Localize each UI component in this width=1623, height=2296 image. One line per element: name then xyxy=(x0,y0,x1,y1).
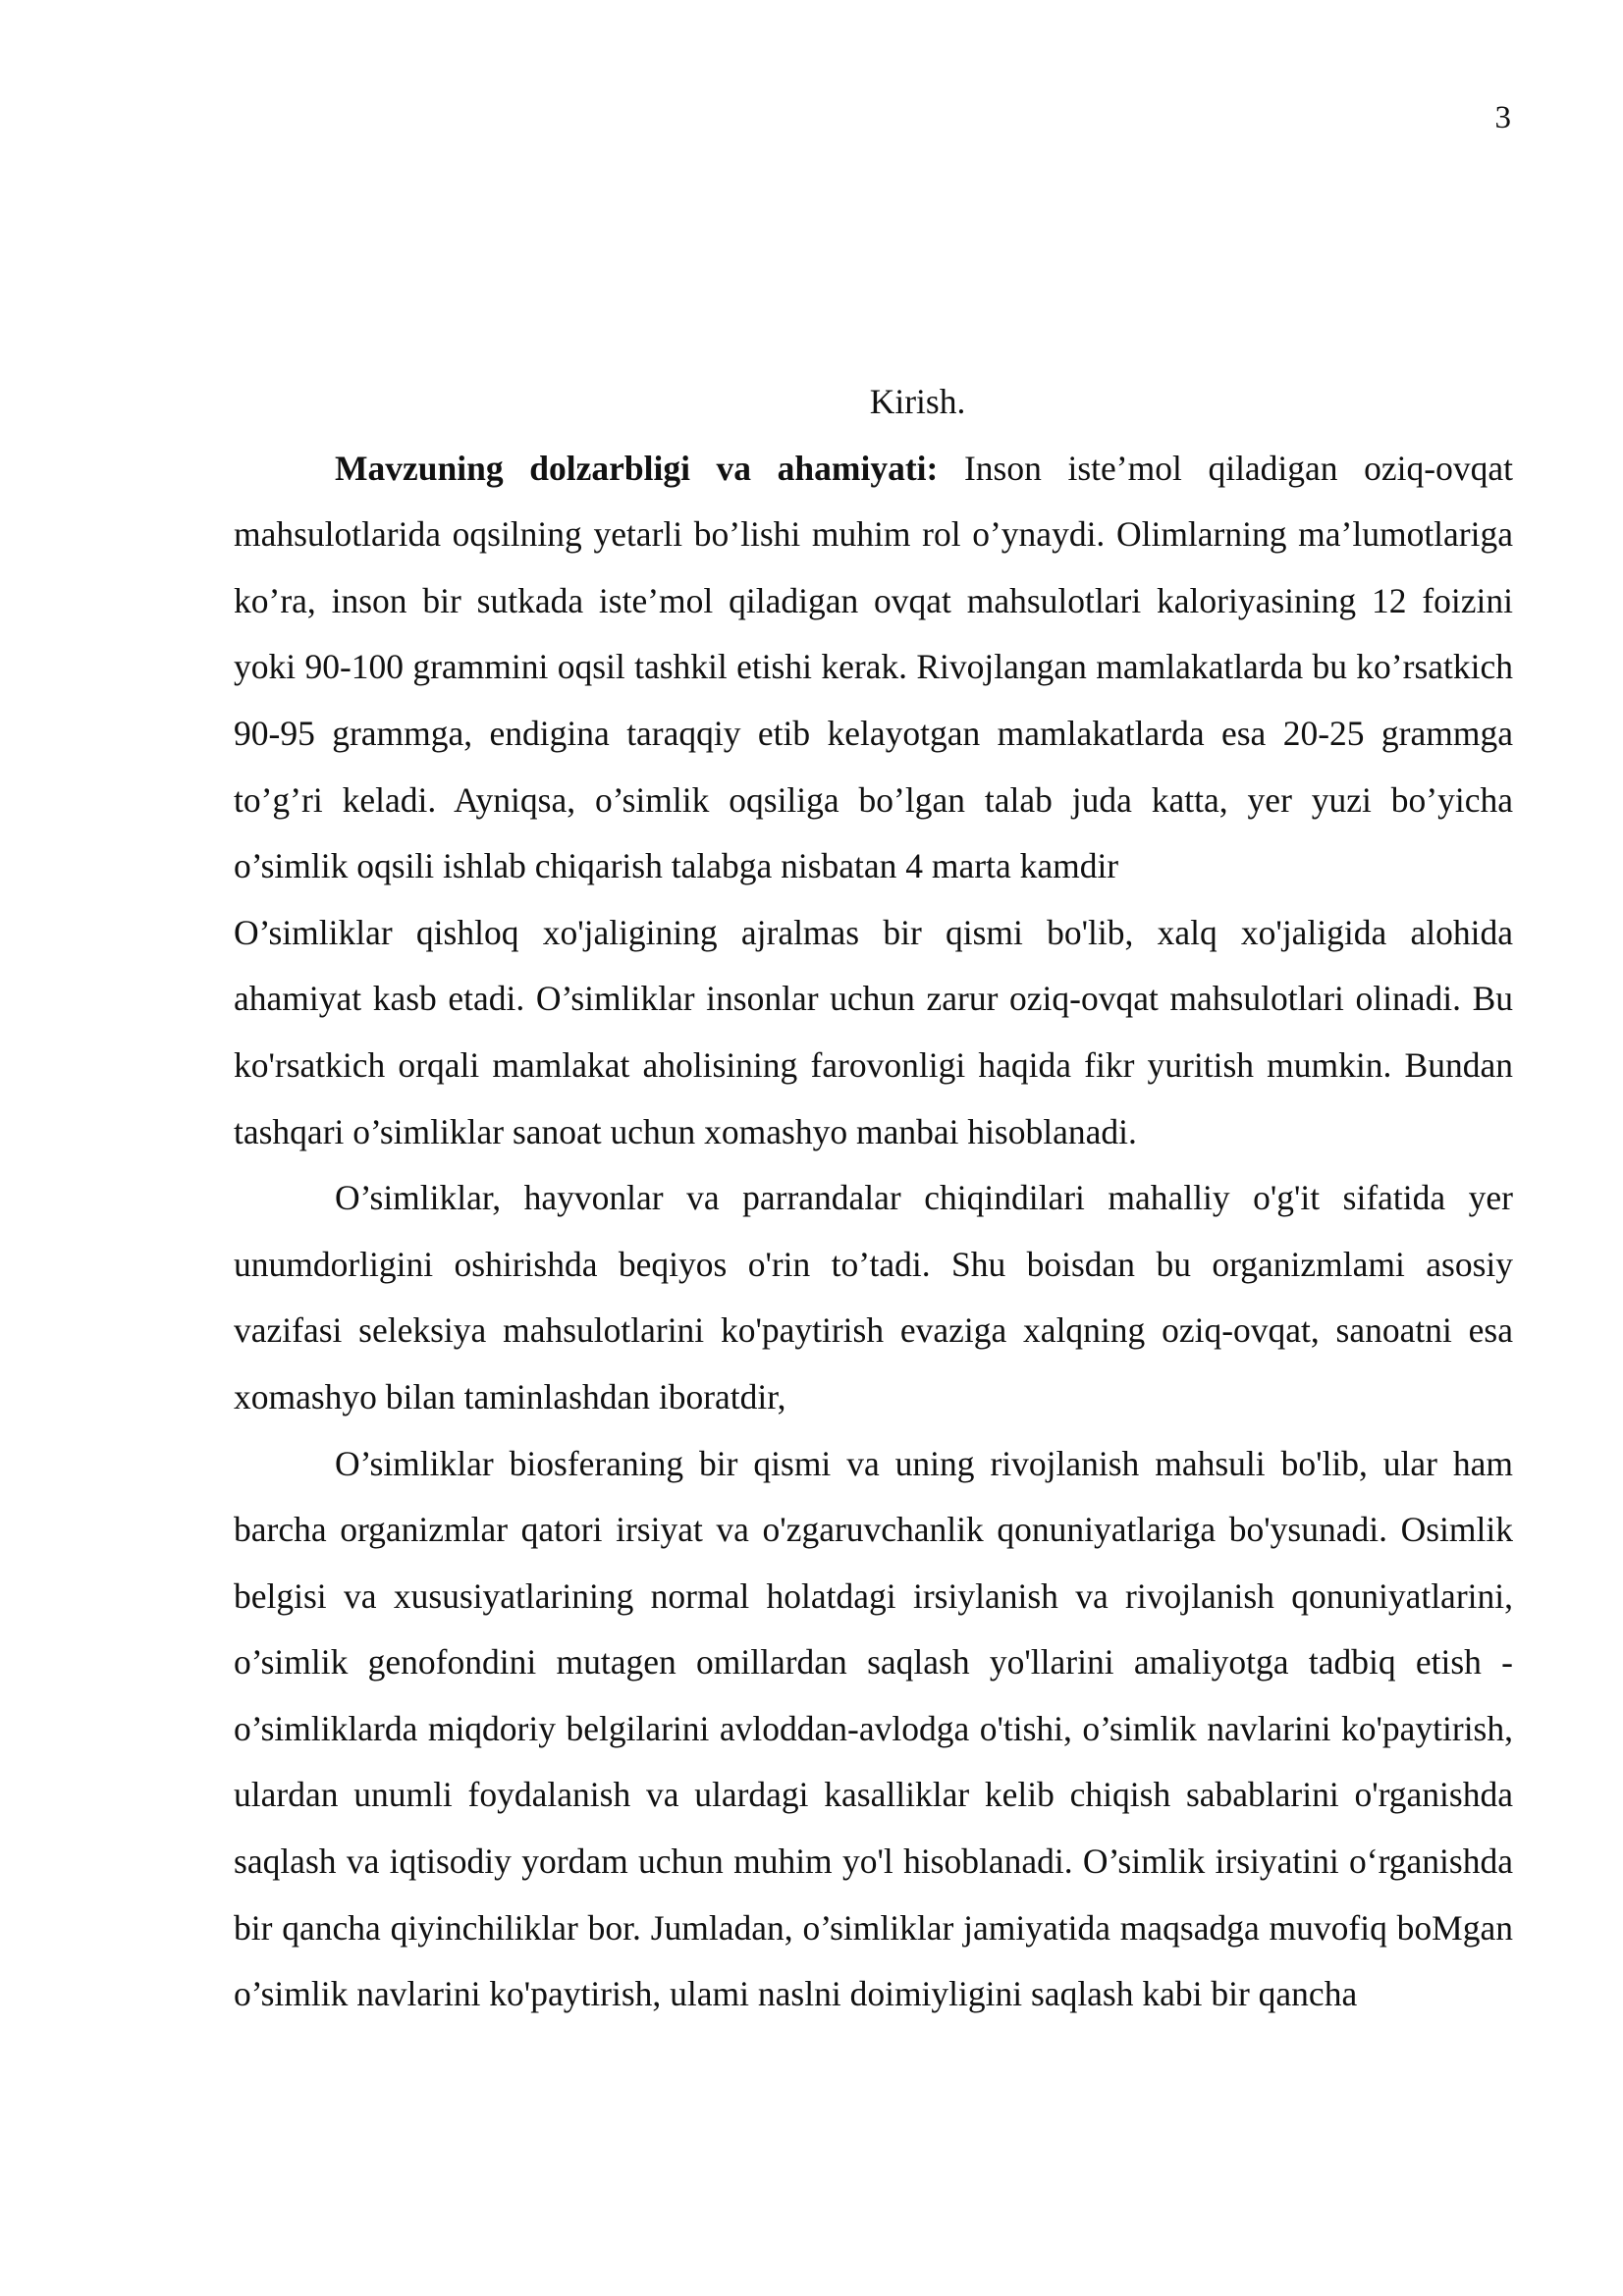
paragraph-plants-agriculture: O’simliklar qishloq xo'jaligining ajralmas bir qismi bo'lib, xalq xo'jaligida alohida ahamiyat kasb etadi. O’simliklar insonlar uchun zarur oziq-ovqat mahsulotlari olinadi. Bu ko'rsatkich orqali mamlakat aholisining farovonligi haqida fikr yuritish mumkin. Bundan tashqari o’simliklar sanoat uchun xomashyo manbai hisoblanadi. xyxy=(234,912,1513,1151)
paragraph-text: Inson iste’mol qiladigan oziq-ovqat mahsulotlarida oqsilning yetarli bo’lishi muhim rol o’ynaydi. Olimlarning ma’lumotlariga ko’ra, inson bir sutkada iste’mol qiladigan ovqat mahsulotlari kaloriyasining 12 foizini yoki 90-100 grammini oqsil tashkil etishi kerak. Rivojlangan mamlakatlarda bu ko’rsatkich 90-95 grammga, endigina taraqqiy etib kelayotgan mamlakatlarda esa 20-25 grammga to’g’ri keladi. Ayniqsa, o’simlik oqsiliga bo’lgan talab juda katta, yer yuzi bo’yicha o’simlik oqsili ishlab chiqarish talabga nisbatan 4 marta kamdir xyxy=(234,448,1513,886)
document-body xyxy=(234,369,1513,2028)
paragraph-biosphere: O’simliklar biosferaning bir qismi va uning rivojlanish mahsuli bo'lib, ular ham barcha organizmlar qatori irsiyat va o'zgaruvchanlik qonuniyatlariga bo'ysunadi. Osimlik belgisi va xususiyatlarining normal holatdagi irsiylanish va rivojlanish qonuniyatlarini, o’simlik genofondini mutagen omillardan saqlash yo'llarini amaliyotga tadbiq etish - o’simliklarda miqdoriy belgilarini avloddan-avlodga o'tishi, o’simlik navlarini ko'paytirish, ulardan unumli foydalanish va ulardagi kasalliklar kelib chiqish sabablarini o'rganishda saqlash va iqtisodiy yordam uchun muhim yo'l hisoblanadi. O’simlik irsiyatini o‘rganishda bir qancha qiyinchiliklar bor. Jumladan, o’simliklar jamiyatida maqsadga muvofiq boMgan o’simlik navlarini ko'paytirish, ulami naslni doimiyligini saqlash kabi bir qancha xyxy=(234,1443,1513,2014)
paragraph-lead: Mavzuning dolzarbligi va ahamiyati: xyxy=(335,448,939,488)
section-heading: Kirish. xyxy=(869,382,966,421)
paragraph-relevance xyxy=(234,436,1513,900)
paragraph-fertilizer: O’simliklar, hayvonlar va parrandalar chiqindilari mahalliy o'g'it sifatida yer unumdorligini oshirishda beqiyos o'rin to’tadi. Shu boisdan bu organizmlami asosiy vazifasi seleksiya mahsulotlarini ko'paytirish evaziga xalqning oziq-ovqat, sanoatni esa xomashyo bilan taminlashdan iboratdir, xyxy=(234,1178,1513,1416)
page-number: 3 xyxy=(1494,100,1511,135)
